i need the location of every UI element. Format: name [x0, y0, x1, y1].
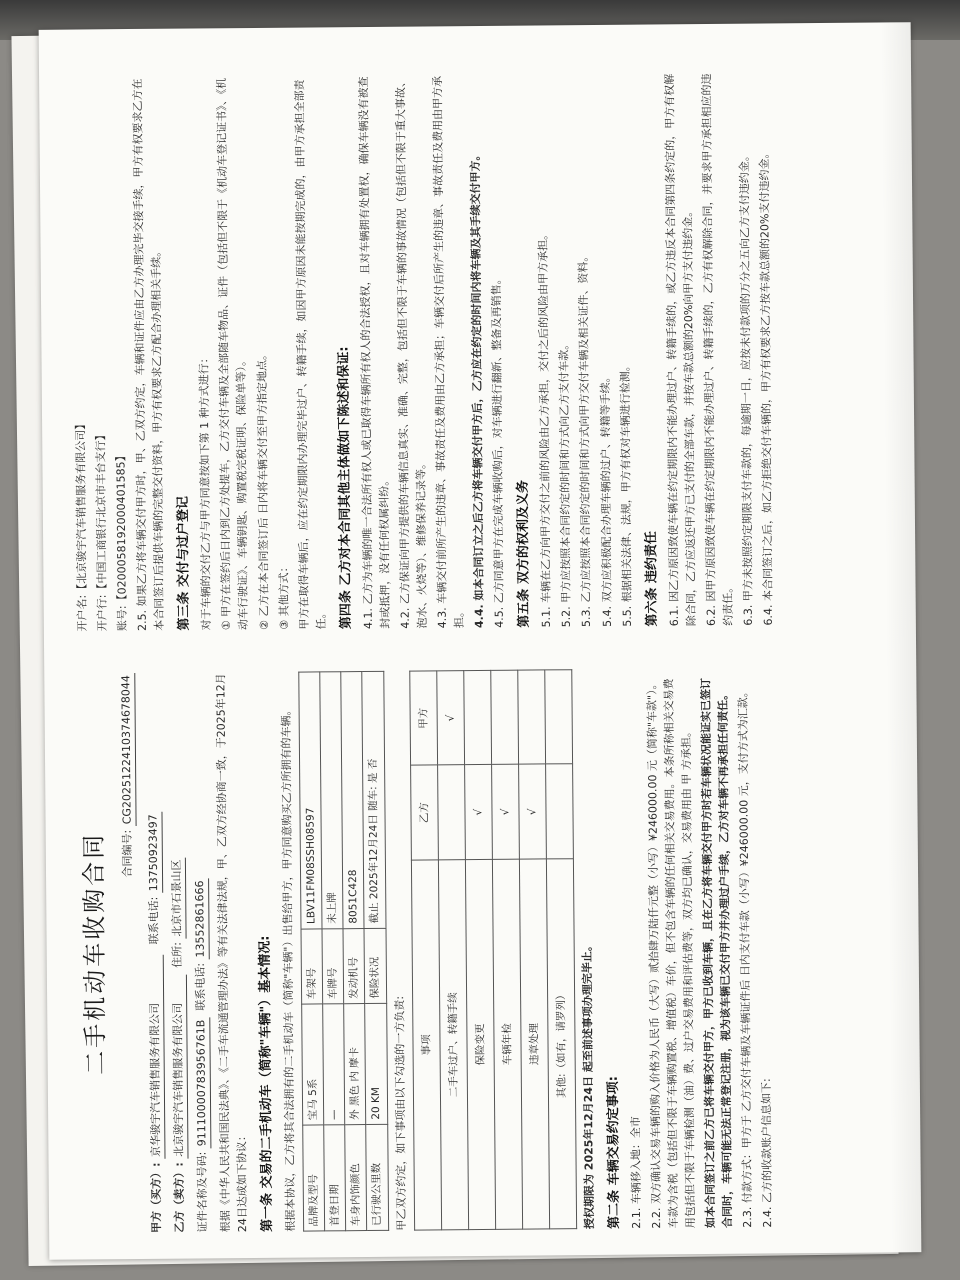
article-5-item: 5.1. 车辆在乙方向甲方交付之前的风险由乙方承担，交付之后的风险由甲方承担。	[536, 228, 554, 628]
preamble: 根据《中华人民共和国民法典》、《二手车流通管理办法》等有关法律法规，甲、乙双方经协商一致，于2025年12月24日达成如下协议：	[214, 673, 250, 1233]
article-5-item: 5.3. 乙方应按照本合同约定的时间和方式向甲方交付车辆及相关证件、资料。	[577, 250, 594, 628]
table-row: 已行驶公里数 20 KM 保险状况 截止 2025年12月24日 随车: 是 否	[362, 671, 388, 1230]
contract-number: 合同编号: CG2025122410374678044	[117, 673, 140, 1233]
article-3-item: ② 乙方在本合同签订后 日内将车辆交付至甲方指定地点。	[254, 348, 271, 630]
article-2-heading: 第二条 车辆交易约定事项:	[605, 1076, 622, 1229]
table-header-row: 事项 乙方 甲方	[410, 671, 442, 1230]
table-row: 保险变更 √	[464, 670, 496, 1229]
article-2-note: 如本合同签订之前乙方已将车辆交付甲方，甲方已收到车辆，且在乙方将车辆交付甲方时若车辆状况能证实已签订合同时，车辆可能无法正常登记注册，视为该车辆已交付甲方并办理过户手续，乙方对车辆不再承担任何责任。	[699, 677, 735, 1229]
table-row: 车辆年检 √	[491, 670, 523, 1229]
table-row: 首登日期 — 车牌号 未上牌	[320, 672, 346, 1231]
article-6-item: 6.2. 因甲方原因致使车辆在约定期限内不能办理过户、转籍手续的，乙方有权解除合同，并要求甲方承担相应的违约责任。	[699, 73, 735, 627]
table-row: 车身内饰颜色 外 黑色 内 摩卡 发动机号 8051C428	[341, 672, 367, 1231]
article-5-item: 5.4. 双方应积极配合办理车辆的过户、转籍等手续。	[598, 371, 614, 627]
article-2-3: 2.3. 付款方式：甲方于 乙方交付车辆及车辆证件后 日内支付车款（小写）¥246000.00 元，支付方式为汇款。	[736, 686, 755, 1228]
article-5-heading: 第五条 双方的权利及义务	[515, 480, 533, 628]
article-4-heading: 第四条 乙方对本合同其他主体做如下陈述和保证:	[336, 346, 354, 630]
article-3-heading: 第三条 交付与过户登记	[175, 495, 193, 631]
article-2-2: 2.2. 双方确认交易车辆的购入价格为人民币（大写）贰拾肆万陆仟元整（小写）¥246000.00 元（简称"车款"）。车款为含税（包括但不限于车辆购置税、增值税）车价，但不包含车辆的任何相关交易费用。本条所称相关交易费用包括但不限于车辆检测（油）费、过户交易费用和评估费等，双方均已确认，交易费用由 甲 方承担。	[645, 678, 698, 1229]
article-5-item: 5.2. 甲方应按照本合同约定的时间和方式向乙方支付车款。	[557, 338, 574, 628]
article-4-item: 4.3. 车辆交付前所产生的违章、事故责任及费用由乙方承担；车辆交付后所产生的违章、事故责任及费用由甲方承担。	[431, 75, 466, 629]
table-row: 品牌及型号 宝马 5系 车架号 LBV11FM08SSH08597	[298, 672, 324, 1231]
article-4-item: 4.5. 乙方同意甲方在完成车辆收购后，对车辆进行翻新、整备及再销售。	[489, 273, 507, 628]
article-5-item: 5.5. 根据相关法律、法规，甲方有权对车辆进行检测。	[618, 360, 634, 627]
rotated-content	[55, 38, 905, 1243]
table-row: 其他:（如有，请罗列）	[545, 670, 577, 1229]
article-3-item: ③ 其他方式：	[276, 561, 291, 630]
article-4-item: 4.2. 乙方保证向甲方提供的车辆信息真实、准确、完整，包括但不限于车辆的事故情况（包括但不限于重大事故、泡水、火烧等）、维修保养记录等。	[394, 76, 429, 629]
article-1-heading: 第一条 交易的二手机动车（简称"车辆"）基本情况:	[258, 935, 276, 1232]
article-3-item: 对于车辆的交付乙方与甲方同意按如下第 1 种方式进行：	[197, 352, 214, 631]
contract-page	[39, 22, 922, 1260]
article-3-item: 甲方在取得车辆后，应在约定期限内办理完毕过户、转籍手续，如因甲方原因未能按期完成的，由甲方承担全部责任。	[292, 79, 328, 630]
party-b-cert: 证件名称及号码: 91110000783956761B 联系电话: 13552861666	[190, 672, 213, 1232]
left-column	[60, 666, 905, 1233]
bank-account: 账号:【0200058192000401585】	[114, 450, 129, 632]
vehicle-info-table	[298, 671, 389, 1232]
authorization-deadline: 授权期限为 2025年12月24日 起至前述事项办理完毕止。	[580, 940, 596, 1230]
article-2-4: 2.4. 乙方的收款账户信息如下:	[760, 1078, 775, 1228]
article-6-item: 6.4. 本合同签订之后，如乙方拒绝交付车辆的，甲方有权要求乙方按车款总额的20%支付违约金。	[757, 147, 775, 626]
article-4-item: 4.4. 如本合同订立之后乙方将车辆交付甲方后，乙方应在约定的时间内将车辆及其手续交付甲方。	[468, 149, 487, 629]
table-row: 二手车过户、转籍手续 √	[437, 671, 469, 1230]
article-6-item: 6.3. 甲方未按照约定期限支付车款的，每逾期一日，应按未付款项的万分之五向乙方支付违约金。	[737, 150, 755, 626]
bank-name: 开户名:【北京骏宇汽车销售服务有限公司】	[74, 418, 89, 632]
article-6-heading: 第六条 违约责任	[643, 530, 660, 627]
article-4-item: 4.1. 乙方为车辆的唯一合法所有权人或已取得车辆所有权人的合法授权，且对车辆拥有处置权，确保车辆没有被查封或抵押，没有任何权属纠纷。	[356, 76, 392, 630]
article-2-1: 2.1. 车辆移入地：全市	[629, 1116, 644, 1229]
article-6-item: 6.1. 因乙方原因致使车辆在约定期限内不能办理过户、转籍手续的，或乙方违反本合同第四条约定的，甲方有权解除合同，乙方应返还甲方已支付的全部车款，并按车款总额的20%向甲方支付违约金。	[662, 73, 698, 627]
responsibility-note: 甲乙双方约定，如下事项由以下勾选的一方负责:	[392, 995, 408, 1231]
table-row: 违章处理 √	[518, 670, 550, 1229]
right-column	[55, 64, 900, 631]
party-b: 乙方（卖方）: 北京骏宇汽车销售服务有限公司 住所: 北京市石景山区	[167, 673, 190, 1233]
article-2-5: 2.5. 如果乙方将车辆交付甲方时，甲、乙双方约定，车辆和证件应由乙方办理完毕交接手续，甲方有权要求乙方在本合同签订后提供车辆的完整交付资料，甲方有权要求乙方配合办理相关手续。	[131, 78, 167, 632]
document-title: 二手机动车收购合同	[79, 831, 110, 1075]
responsibility-table	[409, 669, 577, 1230]
article-1-intro: 根据本协议，乙方将其合法拥有的二手机动车（简称"车辆"）出售给甲方，甲方同意购买乙方所拥有的车辆。	[279, 704, 297, 1232]
bank-branch: 开户行:【中国工商银行北京市丰台支行】	[94, 429, 109, 632]
article-3-item: ① 甲方在签约后日内到乙方处提车，乙方交付车辆及全部随车物品、证件（包括但不限于《机动车登记证书》、《机动车行驶证》、车辆钥匙、购置税完税证明、保险单等）。	[215, 77, 251, 631]
party-a: 甲方（买方）: 京华骏宇汽车销售服务有限公司 联系电话: 13750923497	[144, 673, 167, 1233]
